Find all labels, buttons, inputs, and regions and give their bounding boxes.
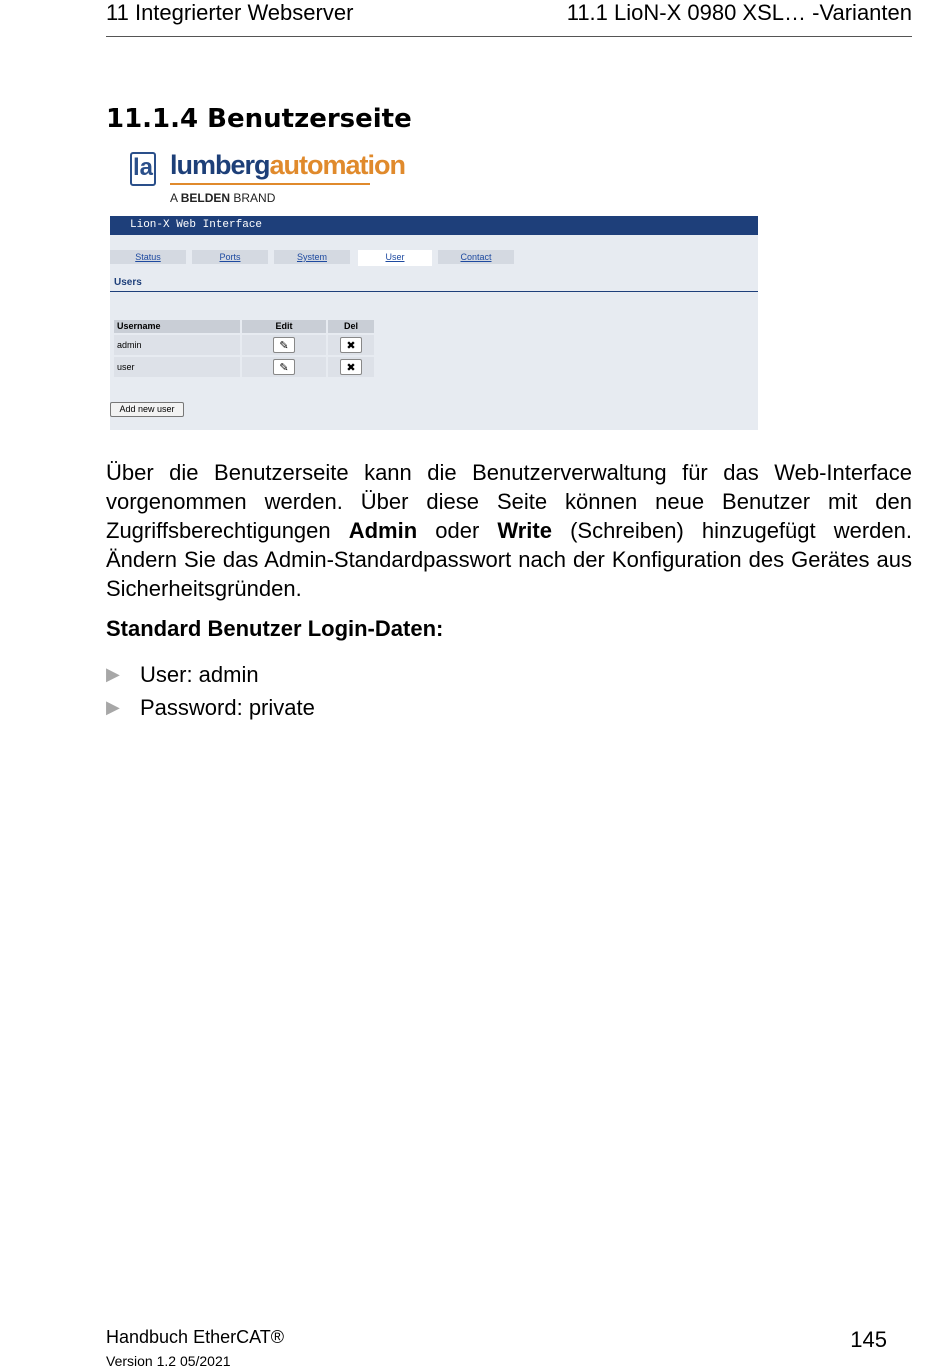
edit-cell: [242, 357, 326, 377]
pencil-icon: ✎: [279, 362, 289, 374]
triangle-bullet-icon: ▶: [106, 697, 120, 717]
logo-underline: [170, 183, 370, 185]
footer-version: Version 1.2 05/2021: [106, 1353, 231, 1369]
edit-admin-button[interactable]: [273, 337, 295, 353]
web-interface-screenshot: [106, 140, 762, 432]
triangle-bullet-icon: ▶: [106, 664, 120, 684]
logo-tagline: [170, 191, 275, 205]
page-number: 145: [850, 1327, 887, 1352]
logo-name-lumberg: lumberg: [170, 150, 270, 180]
edit-user-button[interactable]: [273, 359, 295, 375]
tab-system[interactable]: System: [274, 250, 350, 264]
paragraph-text-1: Über die Benutzerseite kann die Benutzerverwaltung für das Web-Interface vorgenommen werden. Über diese Seite können neue Benutzer mit den Zugriffsberechtigungen: [106, 460, 912, 543]
tab-bar: [110, 250, 758, 266]
window-titlebar: [110, 216, 758, 235]
login-data-list: [106, 658, 315, 724]
edit-cell: [242, 335, 326, 355]
logo-tagline-post: BRAND: [230, 191, 276, 205]
table-row: [114, 357, 374, 377]
delete-admin-button[interactable]: [340, 337, 362, 353]
heading-divider: [110, 291, 758, 292]
chapter-title: 11 Integrierter Webserver: [106, 0, 354, 25]
column-header-del: Del: [328, 320, 374, 333]
admin-term: Admin: [348, 518, 418, 543]
web-interface-app: [110, 216, 758, 430]
list-item: [106, 658, 315, 691]
list-item: [106, 691, 315, 724]
del-cell: [328, 357, 374, 377]
close-icon: ✖: [346, 362, 356, 374]
description-paragraph: [106, 458, 912, 603]
window-title: Lion-X Web Interface: [130, 219, 263, 231]
section-heading: 11.1.4 Benutzerseite: [106, 104, 412, 134]
pencil-icon: ✎: [279, 340, 289, 352]
paragraph-text-2: oder: [417, 518, 498, 543]
running-header: [106, 0, 912, 37]
lumberg-logo: [130, 150, 406, 206]
list-item-text: User: admin: [140, 662, 259, 687]
write-term: Write: [497, 518, 552, 543]
tab-status[interactable]: Status: [110, 250, 186, 264]
table-row: [114, 335, 374, 355]
users-heading: Users: [114, 277, 142, 288]
logo-name-automation: automation: [269, 150, 406, 180]
del-cell: [328, 335, 374, 355]
list-item-text: Password: private: [140, 695, 315, 720]
close-icon: ✖: [346, 340, 356, 352]
section-title-header: 11.1 LioN-X 0980 XSL… -Varianten: [566, 0, 912, 25]
tab-contact[interactable]: Contact: [438, 250, 514, 264]
add-new-user-button[interactable]: Add new user: [110, 402, 184, 417]
logo-tagline-belden: BELDEN: [180, 191, 231, 205]
tab-ports[interactable]: Ports: [192, 250, 268, 264]
logo-mark-icon: la: [130, 152, 156, 186]
column-header-edit: Edit: [242, 320, 326, 333]
username-cell: user: [114, 357, 240, 377]
tab-user[interactable]: User: [358, 250, 432, 266]
logo-wordmark: [170, 150, 405, 181]
login-data-heading: Standard Benutzer Login-Daten:: [106, 616, 444, 641]
paragraph-text-3: (Schreiben) hinzugefügt werden. Ändern Sie das Admin-Standardpasswort nach der Konfiguration des Gerätes aus Sicherheitsgründen.: [106, 518, 912, 601]
username-cell: admin: [114, 335, 240, 355]
column-header-username: Username: [114, 320, 240, 333]
delete-user-button[interactable]: [340, 359, 362, 375]
logo-tagline-pre: A: [170, 191, 181, 205]
footer-manual-title: Handbuch EtherCAT®: [106, 1327, 285, 1347]
